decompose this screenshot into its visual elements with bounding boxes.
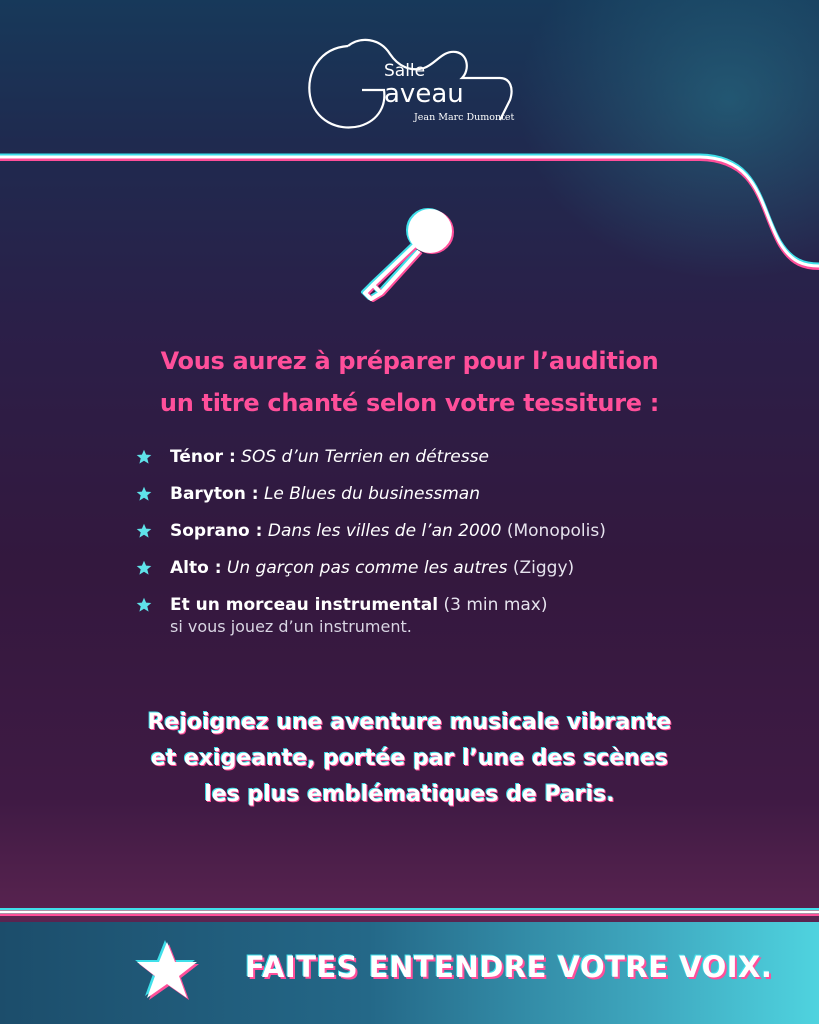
song-title: Dans les villes de l’an 2000 <box>267 521 502 541</box>
logo-word-salle: Salle <box>384 61 426 81</box>
tagline-line-1: Rejoignez une aventure musicale vibrante <box>147 710 672 735</box>
list-item-instrumental <box>133 593 753 636</box>
song-note: (Ziggy) <box>512 558 575 578</box>
voice-type: Soprano : <box>170 521 263 541</box>
song-title: Un garçon pas comme les autres <box>226 558 508 578</box>
voice-type: Alto : <box>170 558 222 578</box>
tagline <box>0 705 819 813</box>
tagline-line-3: les plus emblématiques de Paris. <box>204 782 615 807</box>
audition-heading <box>0 340 819 424</box>
decorative-bottom-lines <box>0 905 819 919</box>
voice-type: Ténor : <box>170 447 236 467</box>
instrument-note: si vous jouez d’un instrument. <box>170 617 412 636</box>
star-icon <box>136 449 152 465</box>
song-note: (Monopolis) <box>506 521 606 541</box>
repertoire-list <box>133 445 753 636</box>
list-item-soprano <box>133 519 753 556</box>
list-item-baryton <box>133 482 753 519</box>
star-icon <box>136 523 152 539</box>
salle-gaveau-logo <box>300 28 520 138</box>
tagline-line-2: et exigeante, portée par l’une des scènes <box>150 746 669 771</box>
heading-line-1: Vous aurez à préparer pour l’audition <box>160 347 659 375</box>
logo-word-gaveau: aveau <box>384 79 464 109</box>
song-note: (3 min max) <box>443 595 548 615</box>
banner-slogan: FAITES ENTENDRE VOTRE VOIX. <box>245 950 773 984</box>
list-item-tenor <box>133 445 753 482</box>
song-title: SOS d’un Terrien en détresse <box>241 447 489 467</box>
star-icon <box>136 597 152 613</box>
song-title: Le Blues du businessman <box>263 484 480 504</box>
voice-type: Baryton : <box>170 484 259 504</box>
star-icon <box>133 938 201 1006</box>
star-icon <box>136 560 152 576</box>
list-item-alto <box>133 556 753 593</box>
heading-line-2: un titre chanté selon votre tessiture : <box>159 389 660 417</box>
star-icon <box>136 486 152 502</box>
voice-type: Et un morceau instrumental <box>170 595 439 615</box>
logo-subtitle: Jean Marc Dumontet <box>414 112 515 123</box>
microphone-icon <box>355 205 465 310</box>
